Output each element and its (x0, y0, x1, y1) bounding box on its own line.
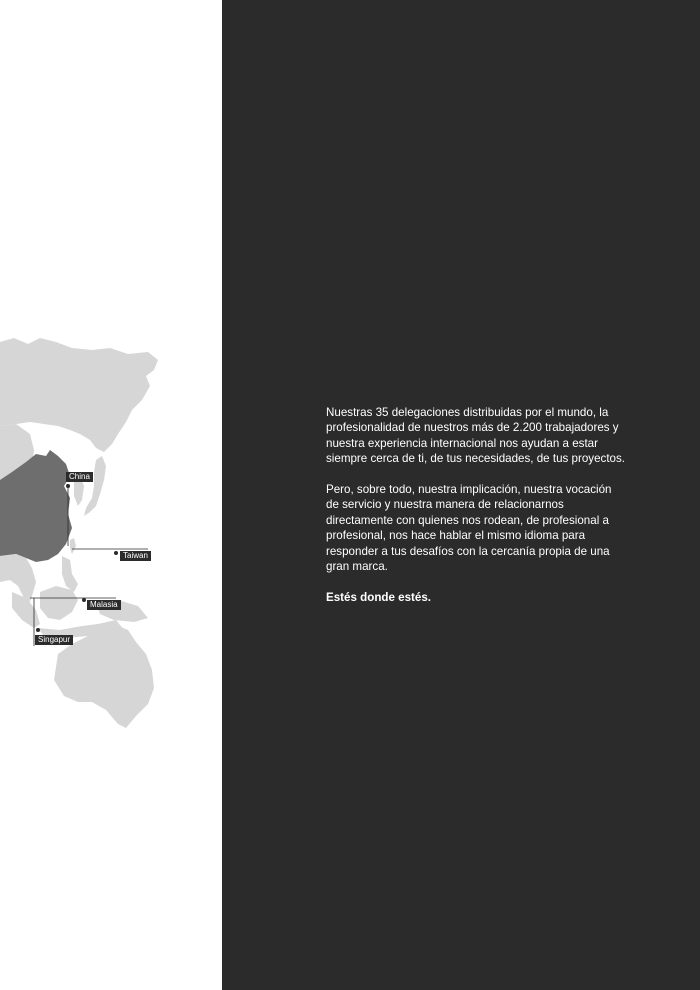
body-text (326, 405, 626, 621)
paragraph-delegaciones: Nuestras 35 delegaciones distribuidas por el mundo, la profesionalidad de nuestros más de 2.200 trabajadores y nuestra experiencia internacional nos ayudan a estar siempre cerca de ti, de tus necesidades, de tus proyectos. (326, 406, 626, 466)
china-label: China (66, 472, 93, 482)
china-marker (66, 484, 70, 488)
taiwan-landmass (70, 538, 76, 554)
asia-map (0, 330, 222, 740)
asia-map-graphic (0, 330, 222, 740)
paragraph-implicacion: Pero, sobre todo, nuestra implicación, nuestra vocación de servicio y nuestra manera de relacionarnos directamente con quienes nos rodean, de profesional a profesional, nos hace hablar el mismo idioma para responder a tus desafíos con la cercanía propia de una gran marca. (326, 483, 612, 574)
singapur-label: Singapur (35, 635, 73, 645)
closing-statement: Estés donde estés. (326, 590, 432, 604)
borneo-landmass (40, 586, 78, 620)
malasia-label: Malasia (87, 600, 121, 610)
malasia-marker (82, 598, 86, 602)
left-panel (0, 0, 222, 990)
singapur-marker (36, 628, 40, 632)
taiwan-label: Taiwan (120, 551, 151, 561)
right-panel (222, 0, 700, 990)
taiwan-marker (114, 551, 118, 555)
japan-landmass (84, 456, 106, 516)
philippines-landmass (62, 556, 78, 592)
